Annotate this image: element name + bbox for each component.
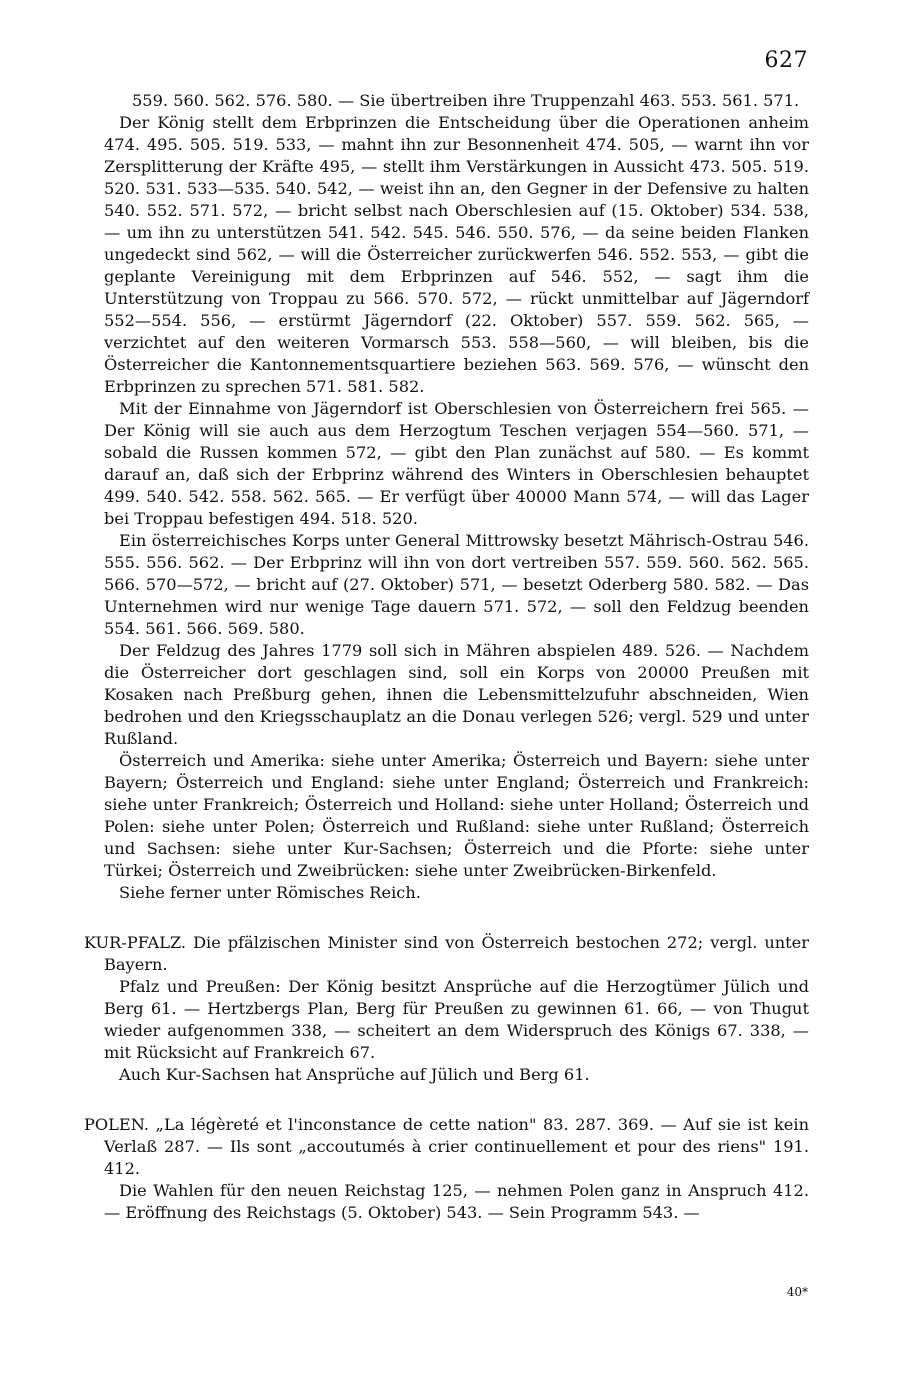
paragraph-continuation: 559. 560. 562. 576. 580. — Sie übertreiben ihre Truppenzahl 463. 553. 561. 571. [132,91,800,110]
paragraph-kur-sachsen: Auch Kur-Sachsen hat Ansprüche auf Jülich und Berg 61. [119,1065,590,1084]
page-number: 627 [764,48,808,73]
entry-kur-pfalz: KUR-PFALZ. Die pfälzischen Minister sind von Österreich bestochen 272; vergl. unter Bayern. [84,933,809,974]
entry-polen: POLEN. „La légèreté et l'inconstance de cette nation" 83. 287. 369. — Auf sie ist kein Verlaß 287. — Ils sont „accoutumés à crier continuellement et pour des riens" 191. 412. [84,1115,809,1178]
paragraph-mittrowsky: Ein österreichisches Korps unter General Mittrowsky besetzt Mährisch-Ostrau 546. 555. 556. 562. — Der Erbprinz will ihn von dort vertreiben 557. 559. 560. 562. 565. 566. 570—572, — bricht auf (27. Oktober) 571, — besetzt Oderberg 580. 582. — Das Unternehmen wird nur wenige Tage dauern 571. 572, — soll den Feldzug beenden 554. 561. 566. 569. 580. [104,531,809,638]
paragraph-pfalz-preussen: Pfalz und Preußen: Der König besitzt Ansprüche auf die Herzogtümer Jülich und Berg 61. — Hertzbergs Plan, Berg für Preußen zu gewinnen 61. 66, — von Thugut wieder aufgenommen 338, — scheitert an dem Widerspruch des Königs 67. 338, — mit Rücksicht auf Frankreich 67. [104,977,809,1062]
paragraph-see-also: Siehe ferner unter Römisches Reich. [119,883,421,902]
paragraph-feldzug-1779: Der Feldzug des Jahres 1779 soll sich in Mähren abspielen 489. 526. — Nachdem die Österreicher dort geschlagen sind, soll ein Korps von 20000 Preußen mit Kosaken nach Preßburg gehen, ihnen die Lebensmittelzufuhr abschneiden, Wien bedrohen und den Kriegsschauplatz an die Donau verlegen 526; vergl. 529 und unter Rußland. [104,641,809,748]
signature-mark: 40* [786,1285,808,1299]
paragraph-koenig-erbprinz: Der König stellt dem Erbprinzen die Entscheidung über die Operationen anheim 474. 495. 505. 519. 533, — mahnt ihn zur Besonnenheit 474. 505, — warnt ihn vor Zersplitterung der Kräfte 495, — stellt ihm Verstärkungen in Aussicht 473. 505. 519. 520. 531. 533—535. 540. 542, — weist ihn an, den Gegner in der Defensive zu halten 540. 552. 571. 572, — bricht selbst nach Oberschlesien auf (15. Oktober) 534. 538, — um ihn zu unterstützen 541. 542. 545. 546. 550. 576, — da seine beiden Flanken ungedeckt sind 562, — will die Österreicher zurückwerfen 546. 552. 553, — gibt die geplante Vereinigung mit dem Erbprinzen auf 546. 552, — sagt ihm die Unterstützung von Troppau zu 566. 570. 572, — rückt unmittelbar auf Jägerndorf 552—554. 556, — erstürmt Jägerndorf (22. Oktober) 557. 559. 562. 565, — verzichtet auf den weiteren Vormarsch 553. 558—560, — will bleiben, bis die Österreicher die Kantonnementsquartiere beziehen 563. 569. 576, — wünscht den Erbprinzen zu sprechen 571. 581. 582. [104,113,809,396]
index-text-body [84,90,809,1224]
paragraph-jaegerndorf: Mit der Einnahme von Jägerndorf ist Oberschlesien von Österreichern frei 565. — Der König will sie auch aus dem Herzogtum Teschen verjagen 554—560. 571, — sobald die Russen kommen 572, — gibt den Plan zunächst auf 580. — Es kommt darauf an, daß sich der Erbprinz während des Winters in Oberschlesien behauptet 499. 540. 542. 558. 562. 565. — Er verfügt über 40000 Mann 574, — will das Lager bei Troppau befestigen 494. 518. 520. [104,399,809,528]
paragraph-cross-references: Österreich und Amerika: siehe unter Amerika; Österreich und Bayern: siehe unter Bayern; Österreich und England: siehe unter England; Österreich und Frankreich: siehe unter Frankreich; Österreich und Holland: siehe unter Holland; Österreich und Polen: siehe unter Polen; Österreich und Rußland: siehe unter Rußland; Österreich und Sachsen: siehe unter Kur-Sachsen; Österreich und die Pforte: siehe unter Türkei; Österreich und Zweibrücken: siehe unter Zweibrücken-Birkenfeld. [104,751,809,880]
paragraph-polen-reichstag: Die Wahlen für den neuen Reichstag 125, — nehmen Polen ganz in Anspruch 412. — Eröffnung des Reichstags (5. Oktober) 543. — Sein Programm 543. — [104,1181,809,1222]
